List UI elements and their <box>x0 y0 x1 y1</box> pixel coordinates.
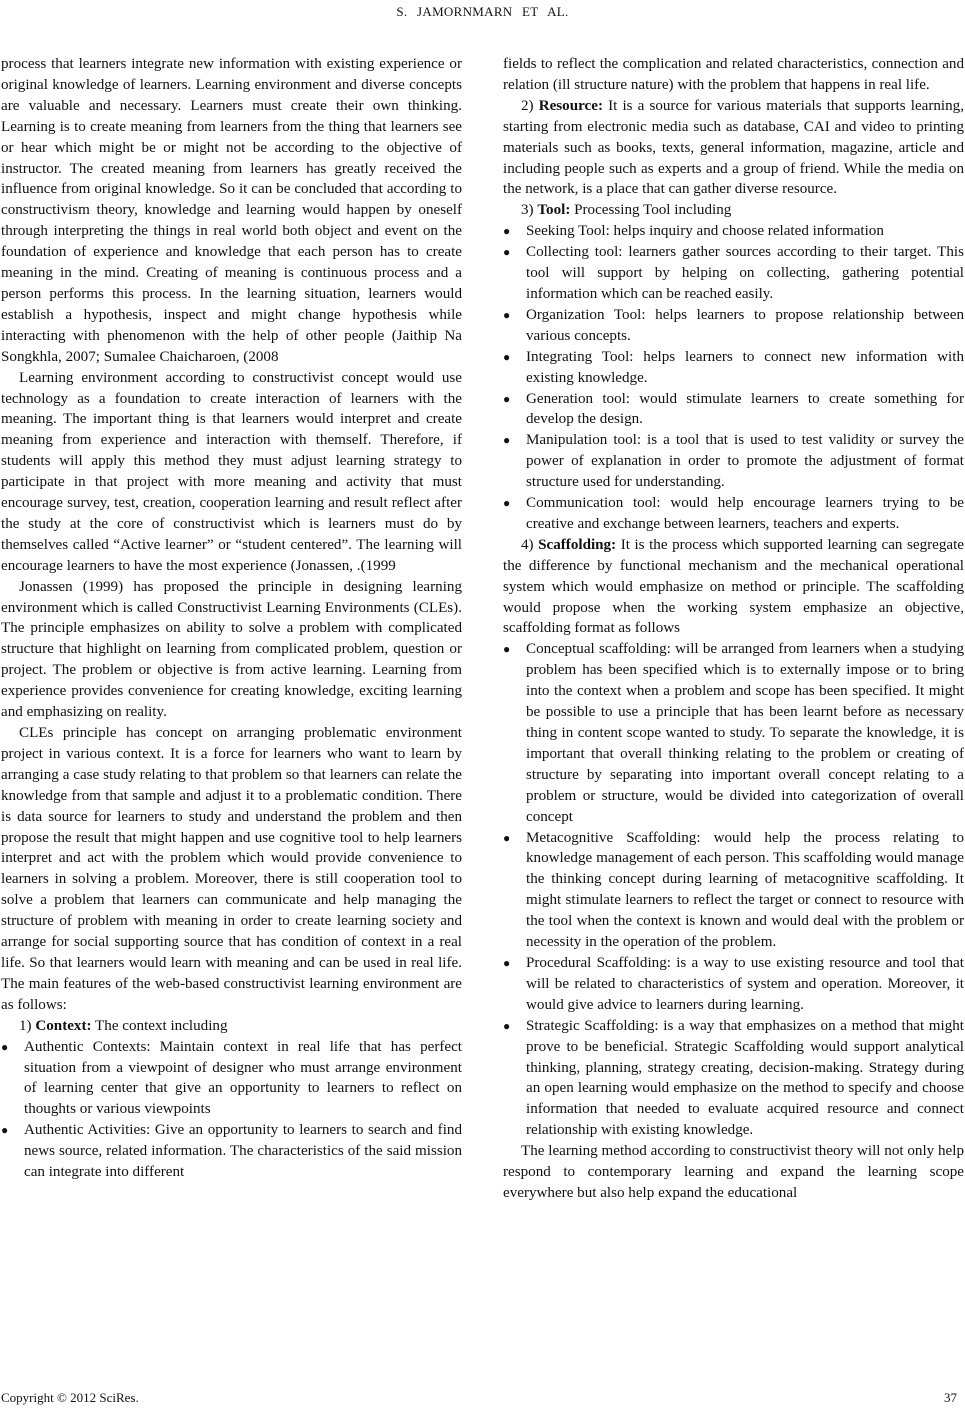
section-number: 2) <box>521 97 534 114</box>
section-heading: Scaffolding: <box>538 536 617 553</box>
list-item: ● Collecting tool: learners gather sources according to their target. This tool will support by helping on collecting, gathering potential information which can be reached easily. <box>503 242 964 305</box>
running-head: S. JAMORNMARN ET AL. <box>396 4 569 19</box>
section-tool <box>503 200 964 221</box>
list-item: ● Conceptual scaffolding: will be arranged from learners when a studying problem has been specified which is to externally impose or to bring into the context when a problem and scope has been specified. It might be possible to use a principle that has been learnt before as necessary thing in content scope wanted to study. To separate the knowledge, it is important that overall thinking relating to the problem or creating of structure by separating into important overall concept relating to a problem or structure, would be divided into categorization of overall concept <box>503 639 964 827</box>
continued-bullet-text: fields to reflect the complication and related characteristics, connection and relation (ill structure nature) with the problem that happens in real life. <box>503 56 964 93</box>
section-heading: Context: <box>35 1017 92 1034</box>
section-text: Processing Tool including <box>574 202 732 219</box>
section-scaffolding <box>503 535 964 640</box>
list-item: ● Manipulation tool: is a tool that is used to test validity or survey the power of explanation in order to promote the adjustment of format structure used for understanding. <box>503 430 964 493</box>
paragraph-jonassen: Jonassen (1999) has proposed the principle in designing learning environment which is called Constructivist Learning Environments (CLEs). The principle emphasizes on ability to solve a problem with complicated structure that highlight on learning from complicated problem, question or project. The problem or objective is from active learning. Learning from experience provides convenience for creating knowledge, exciting learning and emphasizing on reality. <box>1 578 462 721</box>
list-item: ● Integrating Tool: helps learners to connect new information with existing knowledge. <box>503 347 964 389</box>
list-item: ● Metacognitive Scaffolding: would help the process relating to knowledge management of each person. This scaffolding would manage the thinking concept during learning of metacognitive scaffolding. It might stimulate learners to reflect the target or connect to resource with the tool when the context is known and would deal with the problem or necessity in the operation of the problem. <box>503 828 964 953</box>
paragraph-cles: CLEs principle has concept on arranging problematic environment project in various context. It is a force for learners who want to learn by arranging a case study relating to that problem so that learners can relate the knowledge from that sample and adjust it to a problematic condition. There is data source for learners to study and understand the problem and then propose the result that might happen and use cognitive tool to help learners interpret and act with the problem which would provide convenience to learners in solving a problem. Moreover, there is still cooperation tool to solve a problem that learners can communicate and help managing the structure of problem with meaning in order to create learning society and arrange for social supporting source that has condition of context in a real life. So that learners would learn with meaning and can be used in real life. The main features of the web-based constructivist learning environment are as follows: <box>1 725 462 1013</box>
list-item: ● Strategic Scaffolding: is a way that emphasizes on a method that might prove to be beneficial. Strategic Scaffolding would support analytical thinking, planning, strategy creating, decision-making. Strategy during an open learning would emphasize on the method to specify and choose information that needed to evaluate acquired resource and connect relationship with existing knowledge. <box>503 1016 964 1141</box>
scaffolding-bullet-list <box>503 639 964 1141</box>
list-item: ● Generation tool: would stimulate learners to create something for develop the design. <box>503 389 964 431</box>
list-item: ● Authentic Activities: Give an opportunity to learners to search and find news source, related information. The characteristics of the said mission can integrate into different <box>1 1120 462 1183</box>
list-item: ● Seeking Tool: helps inquiry and choose related information <box>503 221 964 242</box>
page-number: 37 <box>944 1390 957 1405</box>
tool-bullet-list <box>503 221 964 535</box>
section-context <box>1 1016 462 1037</box>
left-column <box>1 54 462 1183</box>
right-column <box>503 54 964 1204</box>
list-item: ● Procedural Scaffolding: is a way to use existing resource and tool that will be related to characteristics of system and operation. Moreover, it would give advice to learners during learning. <box>503 953 964 1016</box>
section-number: 3) <box>521 202 534 219</box>
list-item: ● Communication tool: would help encourage learners trying to be creative and exchange between learners, teachers and experts. <box>503 493 964 535</box>
paragraph-intro: process that learners integrate new information with existing experience or original knowledge of learners. Learning environment and diverse concepts are valuable and necessary. Learners must create their own thinking. Learning is to create meaning from learners from the thing that learners see or hear which might be or might not be according to the objective of instructor. The created meaning from learners has greatly received the influence from original knowledge. So it can be concluded that according to constructivism theory, knowledge and learning would happen by oneself through interpreting the things in real world both object and event on the foundation of experience and knowledge that each person has to create meaning in the mind. Creating of meaning is continuous process and a person performs this process. In the learning situation, learners would establish a hypothesis, inspect and might change hypothesis while interacting with phenomenon with the help of other people (Jaithip Na Songkhla, 2007; Sumalee Chaicharoen, (2008 <box>1 56 462 365</box>
paragraph-learning-environment: Learning environment according to constructivist concept would use technology as a foundation to create interaction of learners with the meaning. The important thing is that learners would interpret and create meaning from experience and interaction with themself. Therefore, if students will apply this method they must adjust learning strategy to participate in that project with more meaning and activity that must encourage survey, test, creation, cooperation learning and result reflect after the study at the core of constructivist which is learners must do by themselves called “Active learner” or “student centered”. The learning will encourage learners to have the most experience (Jonassen, .(1999 <box>1 369 462 574</box>
list-item: ● Authentic Contexts: Maintain context in real life that has perfect situation from a viewpoint of designer who must arrange environment of learning center that give an opportunity to learners to reflect on thoughts or various viewpoints <box>1 1037 462 1121</box>
list-item: ● Organization Tool: helps learners to propose relationship between various concepts. <box>503 305 964 347</box>
section-number: 4) <box>521 536 534 553</box>
section-number: 1) <box>19 1017 32 1034</box>
copyright-notice: Copyright © 2012 SciRes. <box>1 1390 139 1405</box>
section-heading: Tool: <box>537 202 571 219</box>
section-text: It is the process which supported learning can segregate the difference by functional mechanism and the mechanical operational system which would emphasize on method or principle. The scaffolding would propose when the working system emphasize an objective, scaffolding format as follows <box>503 536 964 637</box>
section-text: It is a source for various materials that supports learning, starting from electronic media such as database, CAI and video to printing materials such as books, texts, general information, magazine, article and including people such as experts and a group of friend. While the media on the network, is a place that can gather diverse resource. <box>503 97 964 198</box>
section-text: The context including <box>95 1017 228 1034</box>
context-bullet-list <box>1 1037 462 1183</box>
section-heading: Resource: <box>538 97 603 114</box>
paragraph-closing: The learning method according to constructivist theory will not only help respond to contemporary learning and expand the learning scope everywhere but also help expand the educational <box>503 1143 964 1201</box>
section-resource <box>503 96 964 201</box>
